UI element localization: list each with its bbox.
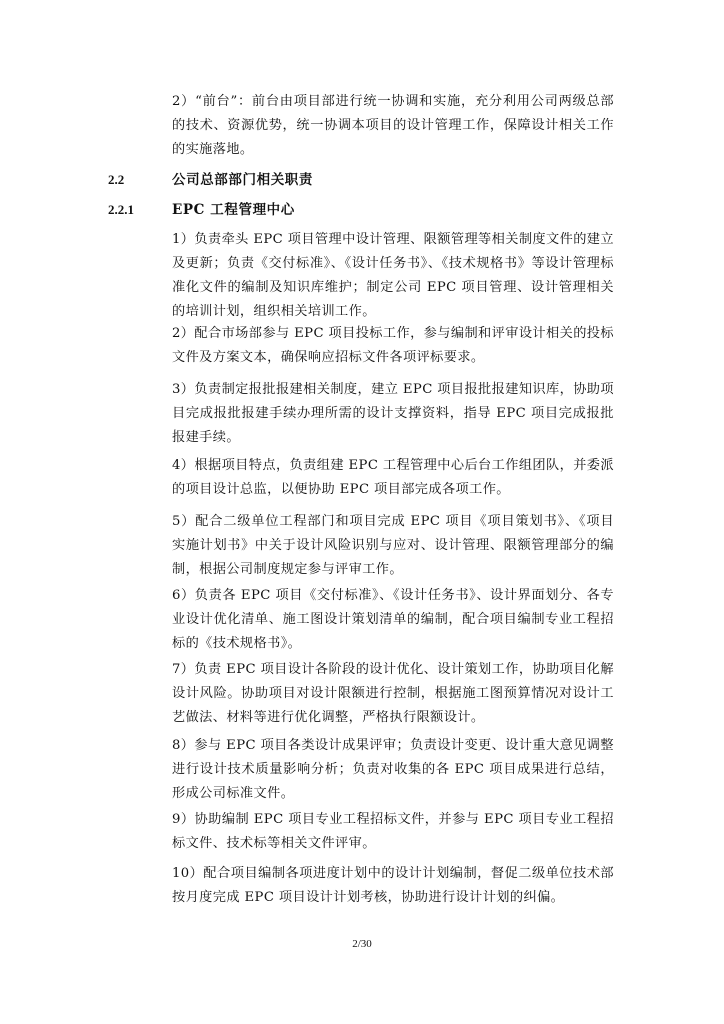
list-item: 3）负责制定报批报建相关制度，建立 EPC 项目报批报建知识库，协助项目完成报批报建手续办理所需的设计支撑资料，指导 EPC 项目完成报批报建手续。 bbox=[172, 382, 614, 445]
list-item: 6）负责各 EPC 项目《交付标准》、《设计任务书》、设计界面划分、各专业设计优化清单、施工图设计策划清单的编制，配合项目编制专业工程招标的《技术规格书》。 bbox=[172, 588, 614, 651]
intro-paragraph: 2）“前台”：前台由项目部进行统一协调和实施，充分利用公司两级总部的技术、资源优势，统一协调本项目的设计管理工作，保障设计相关工作的实施落地。 bbox=[172, 94, 614, 157]
page-number: 2/30 bbox=[352, 938, 372, 950]
list-item: 4）根据项目特点，负责组建 EPC 工程管理中心后台工作组团队，并委派的项目设计总监，以便协助 EPC 项目部完成各项工作。 bbox=[172, 458, 614, 497]
section-number-2-2: 2.2 bbox=[108, 172, 125, 187]
list-item: 2）配合市场部参与 EPC 项目投标工作，参与编制和评审设计相关的投标文件及方案文本，确保响应招标文件各项评标要求。 bbox=[172, 326, 614, 365]
list-item: 7）负责 EPC 项目设计各阶段的设计优化、设计策划工作，协助项目化解设计风险。协助项目对设计限额进行控制，根据施工图预算情况对设计工艺做法、材料等进行优化调整，严格执行限额设计。 bbox=[172, 662, 614, 725]
list-item: 9）协助编制 EPC 项目专业工程招标文件，并参与 EPC 项目专业工程招标文件、技术标等相关文件评审。 bbox=[172, 812, 614, 851]
list-item: 1）负责牵头 EPC 项目管理中设计管理、限额管理等相关制度文件的建立及更新；负责《交付标准》、《设计任务书》、《技术规格书》等设计管理标准化文件的编制及知识库维护；制定公司 EPC 项目管理、设计管理相关的培训计划，组织相关培训工作。 bbox=[172, 232, 614, 319]
section-number-2-2-1: 2.2.1 bbox=[108, 202, 134, 217]
section-title-2-2: 公司总部部门相关职责 bbox=[172, 172, 313, 188]
list-item: 8）参与 EPC 项目各类设计成果评审；负责设计变更、设计重大意见调整进行设计技术质量影响分析；负责对收集的各 EPC 项目成果进行总结，形成公司标准文件。 bbox=[172, 738, 614, 801]
section-title-2-2-1: EPC 工程管理中心 bbox=[172, 202, 295, 218]
list-item: 10）配合项目编制各项进度计划中的设计计划编制，督促二级单位技术部按月度完成 EPC 项目设计计划考核，协助进行设计计划的纠偏。 bbox=[172, 866, 614, 905]
list-item: 5）配合二级单位工程部门和项目完成 EPC 项目《项目策划书》、《项目实施计划书》中关于设计风险识别与应对、设计管理、限额管理部分的编制，根据公司制度规定参与评审工作。 bbox=[172, 514, 614, 577]
